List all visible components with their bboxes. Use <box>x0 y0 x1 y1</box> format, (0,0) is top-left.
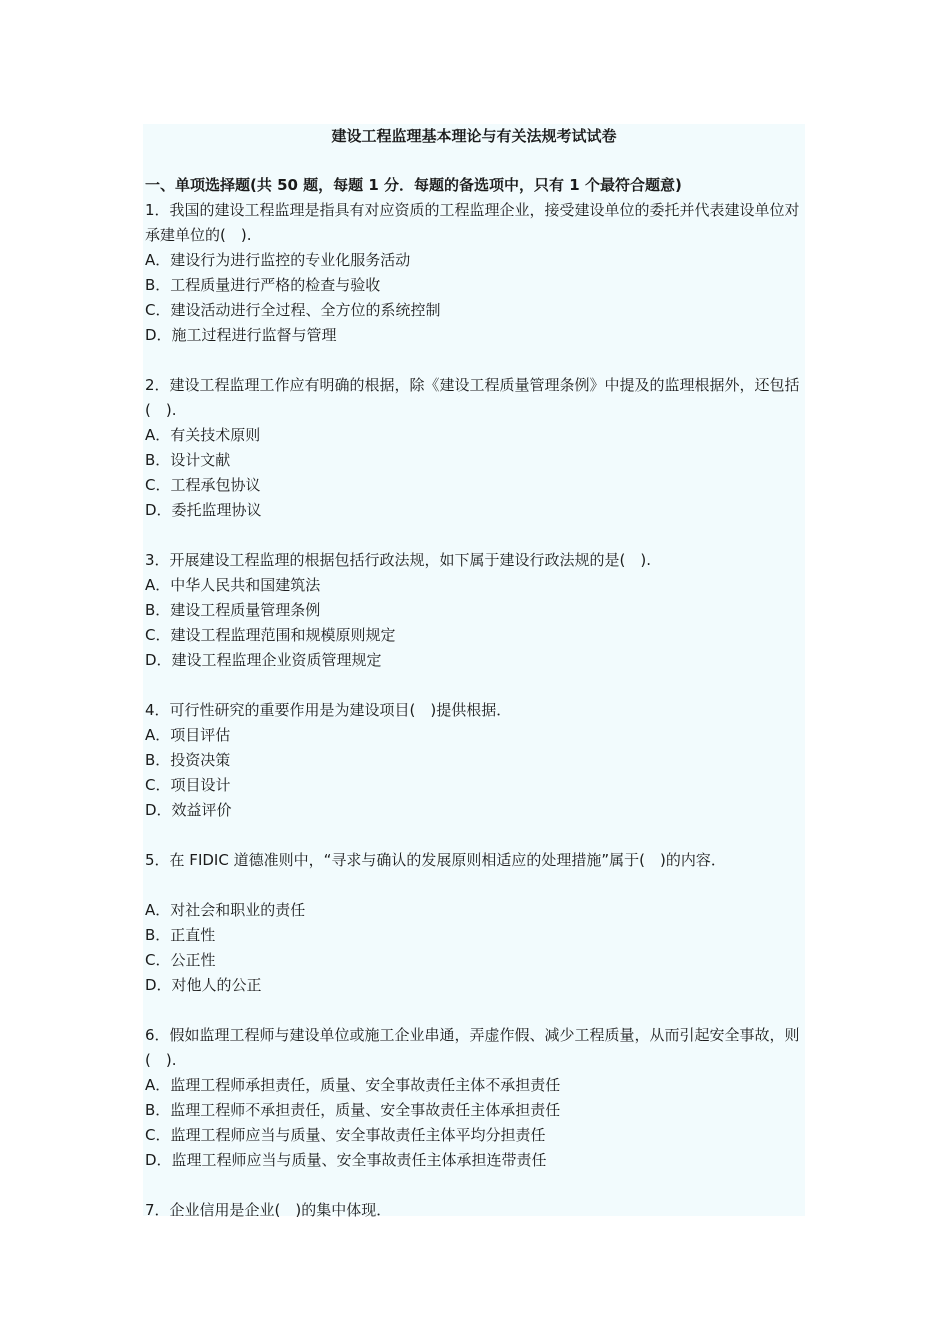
question-stem: 1．我国的建设工程监理是指具有对应资质的工程监理企业，接受建设单位的委托并代表建设单位对承建单位的( ). <box>145 201 800 244</box>
question-stem: 2．建设工程监理工作应有明确的根据，除《建设工程质量管理条例》中提及的监理根据外，还包括( ). <box>145 376 800 419</box>
document-title: 建设工程监理基本理论与有关法规考试试卷 <box>331 127 617 145</box>
spacer <box>145 523 803 548</box>
option-c: C．建设工程监理范围和规模原则规定 <box>145 626 396 644</box>
question-stem: 6．假如监理工程师与建设单位或施工企业串通，弄虚作假、减少工程质量，从而引起安全事故，则( ). <box>145 1026 800 1069</box>
option-a: A．对社会和职业的责任 <box>145 901 306 919</box>
option-c: C．工程承包协议 <box>145 476 261 494</box>
document-panel <box>143 124 805 1219</box>
question-5 <box>145 848 803 998</box>
question-3 <box>145 548 803 673</box>
spacer <box>145 998 803 1023</box>
option-d: D．监理工程师应当与质量、安全事故责任主体承担连带责任 <box>145 1151 547 1169</box>
option-a: A．有关技术原则 <box>145 426 261 444</box>
option-c: C．建设活动进行全过程、全方位的系统控制 <box>145 301 441 319</box>
question-2 <box>145 373 803 523</box>
option-a: A．项目评估 <box>145 726 231 744</box>
option-c: C．监理工程师应当与质量、安全事故责任主体平均分担责任 <box>145 1126 546 1144</box>
option-c: C．项目设计 <box>145 776 231 794</box>
option-d: D．效益评价 <box>145 801 232 819</box>
option-b: B．投资决策 <box>145 751 231 769</box>
question-6 <box>145 1023 803 1173</box>
option-a: A．监理工程师承担责任，质量、安全事故责任主体不承担责任 <box>145 1076 561 1094</box>
option-a: A．中华人民共和国建筑法 <box>145 576 321 594</box>
option-b: B．工程质量进行严格的检查与验收 <box>145 276 381 294</box>
option-a: A．建设行为进行监控的专业化服务活动 <box>145 251 411 269</box>
option-b: B．监理工程师不承担责任，质量、安全事故责任主体承担责任 <box>145 1101 561 1119</box>
question-1 <box>145 198 803 348</box>
option-d: D．委托监理协议 <box>145 501 262 519</box>
option-b: B．建设工程质量管理条例 <box>145 601 321 619</box>
question-stem: 3．开展建设工程监理的根据包括行政法规，如下属于建设行政法规的是( ). <box>145 551 652 569</box>
option-d: D．施工过程进行监督与管理 <box>145 326 337 344</box>
option-d: D．对他人的公正 <box>145 976 262 994</box>
option-b: B．正直性 <box>145 926 216 944</box>
question-stem: 7．企业信用是企业( )的集中体现． <box>145 1201 392 1219</box>
spacer <box>145 1173 803 1198</box>
spacer <box>145 823 803 848</box>
question-4 <box>145 698 803 823</box>
question-stem: 5．在 FIDIC 道德准则中，“寻求与确认的发展原则相适应的处理措施”属于( )的内容． <box>145 851 726 869</box>
spacer <box>145 673 803 698</box>
question-7 <box>145 1198 803 1223</box>
option-c: C．公正性 <box>145 951 216 969</box>
question-stem: 4．可行性研究的重要作用是为建设项目( )提供根据． <box>145 701 512 719</box>
section-heading: 一、单项选择题(共 50 题，每题 1 分．每题的备选项中，只有 1 个最符合题意) <box>145 176 682 194</box>
option-d: D．建设工程监理企业资质管理规定 <box>145 651 382 669</box>
option-b: B．设计文献 <box>145 451 231 469</box>
spacer <box>145 348 803 373</box>
